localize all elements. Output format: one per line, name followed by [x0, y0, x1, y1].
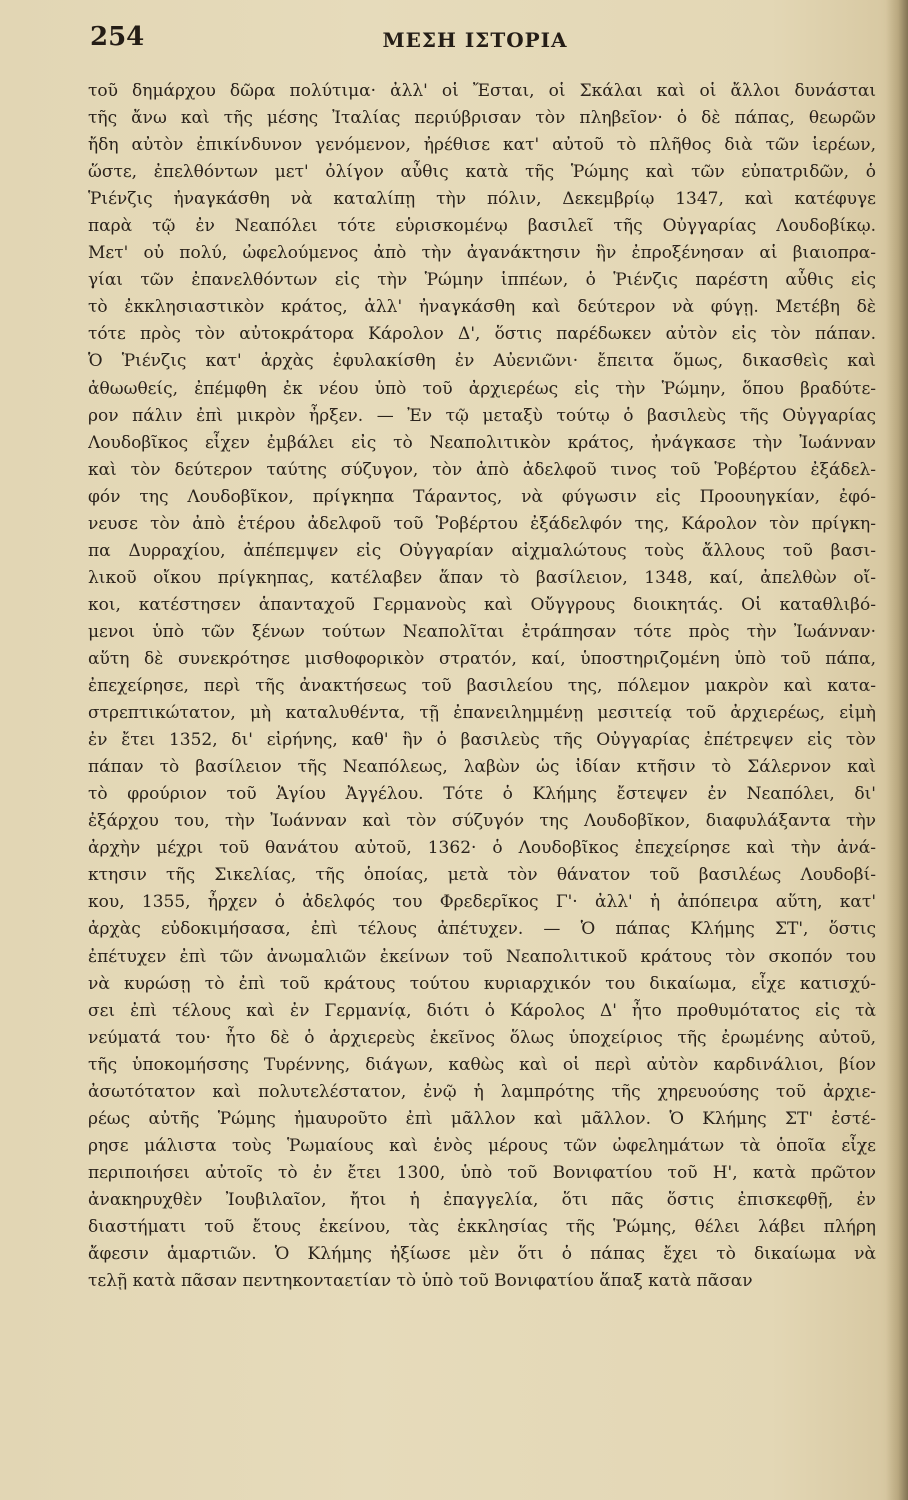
page-edge-shadow [886, 0, 908, 1500]
text-line: ἀρχὰς εὐδοκιμήσασα, ἐπὶ τέλους ἀπέτυχεν. — Ὁ πάπας Κλήμης ΣΤ', ὅστις [88, 919, 876, 940]
text-line: γίαι τῶν ἐπανελθόντων εἰς τὴν Ῥώμην ἱππέων, ὁ Ῥιένζις παρέστη αὖθις εἰς [88, 270, 876, 291]
text-line: Μετ' οὐ πολύ, ὠφελούμενος ἀπὸ τὴν ἀγανάκτησιν ἣν ἐπροξένησαν αἱ βιαιοπρα- [88, 243, 876, 264]
text-line: ἀσωτότατον καὶ πολυτελέστατον, ἐνῷ ἡ λαμπρότης τῆς χηρευούσης τοῦ ἀρχιε- [88, 1081, 876, 1102]
text-line: τὸ ἐκκλησιαστικὸν κράτος, ἀλλ' ἠναγκάσθη καὶ δεύτερον νὰ φύγῃ. Μετέβη δὲ [88, 297, 876, 318]
text-line: ἐπεχείρησε, περὶ τῆς ἀνακτήσεως τοῦ βασιλείου της, πόλεμον μακρὸν καὶ κατα- [88, 676, 876, 697]
text-line: νευσε τὸν ἀπὸ ἑτέρου ἀδελφοῦ τοῦ Ῥοβέρτου ἐξάδελφόν της, Κάρολον τὸν πρίγκη- [88, 513, 876, 534]
text-line: νεύματά του· ἦτο δὲ ὁ ἀρχιερεὺς ἐκεῖνος ὅλως ὑποχείριος τῆς ἐρωμένης αὐτοῦ, [88, 1027, 876, 1048]
text-line: ἐπέτυχεν ἐπὶ τῶν ἀνωμαλιῶν ἐκείνων τοῦ Νεαπολιτικοῦ κράτους τὸν σκοπόν του [88, 946, 876, 967]
text-line: τῆς ὑποκομήσσης Τυρέννης, διάγων, καθὼς καὶ οἱ περὶ αὐτὸν καρδινάλιοι, βίον [88, 1054, 876, 1075]
text-line: Ὁ Ῥιένζις κατ' ἀρχὰς ἐφυλακίσθη ἐν Αὐενιῶνι· ἔπειτα ὅμως, δικασθεὶς καὶ [88, 351, 876, 372]
text-line: μενοι ὑπὸ τῶν ξένων τούτων Νεαπολῖται ἐτράπησαν τότε πρὸς τὴν Ἰωάνναν· [88, 621, 876, 642]
text-line: ἄφεσιν ἁμαρτιῶν. Ὁ Κλήμης ἠξίωσε μὲν ὅτι ὁ πάπας ἔχει τὸ δικαίωμα νὰ [88, 1244, 876, 1265]
text-line: ρέως αὐτῆς Ῥώμης ἠμαυροῦτο ἐπὶ μᾶλλον καὶ μᾶλλον. Ὁ Κλήμης ΣΤ' ἐστέ- [88, 1108, 876, 1129]
text-line: ἐξάρχου του, τὴν Ἰωάνναν καὶ τὸν σύζυγόν της Λουδοβῖκον, διαφυλάξαντα τὴν [88, 811, 876, 832]
text-line: τότε πρὸς τὸν αὐτοκράτορα Κάρολον Δ', ὅστις παρέδωκεν αὐτὸν εἰς τὸν πάπαν. [88, 324, 876, 345]
text-line: αὕτη δὲ συνεκρότησε μισθοφορικὸν στρατόν, καί, ὑποστηριζομένη ὑπὸ τοῦ πάπα, [88, 648, 876, 669]
text-line: ἀνακηρυχθὲν Ἰουβιλαῖον, ἤτοι ἡ ἐπαγγελία, ὅτι πᾶς ὅστις ἐπισκεφθῇ, ἐν [88, 1189, 876, 1210]
text-line: Ῥιένζις ἠναγκάσθη νὰ καταλίπῃ τὴν πόλιν, Δεκεμβρίῳ 1347, καὶ κατέφυγε [88, 189, 876, 210]
text-line: φόν της Λουδοβῖκον, πρίγκηπα Τάραντος, νὰ φύγωσιν εἰς Προουηγκίαν, ἐφό- [88, 486, 876, 507]
text-line: στρεπτικώτατον, μὴ καταλυθέντα, τῇ ἐπανειλημμένῃ μεσιτείᾳ τοῦ ἀρχιερέως, εἰμὴ [88, 703, 876, 724]
text-line: τὸ φρούριον τοῦ Ἁγίου Ἀγγέλου. Τότε ὁ Κλήμης ἔστεψεν ἐν Νεαπόλει, δι' [88, 784, 876, 805]
text-line: Λουδοβῖκος εἶχεν ἐμβάλει εἰς τὸ Νεαπολιτικὸν κράτος, ἠνάγκασε τὴν Ἰωάνναν [88, 432, 876, 453]
running-title: ΜΕΣΗ ΙΣΤΟΡΙΑ [382, 28, 568, 52]
text-line: τελῇ κατὰ πᾶσαν πεντηκονταετίαν τὸ ὑπὸ τοῦ Βονιφατίου ἅπαξ κατὰ πᾶσαν [88, 1271, 753, 1292]
text-line: πα Δυρραχίου, ἀπέπεμψεν εἰς Οὐγγαρίαν αἰχμαλώτους τοὺς ἄλλους τοῦ βασι- [88, 540, 876, 561]
text-line: κοι, κατέστησεν ἁπανταχοῦ Γερμανοὺς καὶ Οὔγγρους διοικητάς. Οἱ καταθλιβό- [88, 594, 876, 615]
text-line: νὰ κυρώσῃ τὸ ἐπὶ τοῦ κράτους τούτου κυριαρχικόν του δικαίωμα, εἶχε κατισχύ- [88, 973, 876, 994]
text-line: ἀρχὴν μέχρι τοῦ θανάτου αὐτοῦ, 1362· ὁ Λουδοβῖκος ἐπεχείρησε καὶ τὴν ἀνά- [88, 838, 876, 859]
text-line: ἀθωωθείς, ἐπέμφθη ἐκ νέου ὑπὸ τοῦ ἀρχιερέως εἰς τὴν Ῥώμην, ὅπου βραδύτε- [88, 378, 876, 399]
text-line: λικοῦ οἴκου πρίγκηπας, κατέλαβεν ἅπαν τὸ βασίλειον, 1348, καί, ἀπελθὼν οἴ- [88, 567, 876, 588]
body-text [88, 78, 876, 1295]
text-line: ὥστε, ἐπελθόντων μετ' ὀλίγον αὖθις κατὰ τῆς Ῥώμης καὶ τῶν εὐπατριδῶν, ὁ [88, 162, 876, 183]
text-line: διαστήματι τοῦ ἔτους ἐκείνου, τὰς ἐκκλησίας τῆς Ῥώμης, θέλει λάβει πλήρη [88, 1216, 876, 1237]
text-line: πάπαν τὸ βασίλειον τῆς Νεαπόλεως, λαβὼν ὡς ἰδίαν κτῆσιν τὸ Σάλερνον καὶ [88, 757, 876, 778]
text-line: ρον πάλιν ἐπὶ μικρὸν ἦρξεν. — Ἐν τῷ μεταξὺ τούτῳ ὁ βασιλεὺς τῆς Οὐγγαρίας [88, 405, 876, 426]
text-line: τοῦ δημάρχου δῶρα πολύτιμα· ἀλλ' οἱ Ἔσται, οἱ Σκάλαι καὶ οἱ ἄλλοι δυνάσται [88, 81, 876, 101]
page-number: 254 [90, 22, 145, 52]
text-line: περιποιήσει αὐτοῖς τὸ ἐν ἔτει 1300, ὑπὸ τοῦ Βονιφατίου τοῦ Η', κατὰ πρῶτον [88, 1162, 876, 1183]
page-header [90, 20, 860, 60]
text-line: κτησιν τῆς Σικελίας, τῆς ὁποίας, μετὰ τὸν θάνατον τοῦ βασιλέως Λουδοβί- [88, 865, 876, 886]
text-line: παρὰ τῷ ἐν Νεαπόλει τότε εὑρισκομένῳ βασιλεῖ τῆς Οὐγγαρίας Λουδοβίκῳ. [88, 216, 876, 237]
text-line: κου, 1355, ἦρχεν ὁ ἀδελφός του Φρεδερῖκος Γ'· ἀλλ' ἡ ἀπόπειρα αὕτη, κατ' [88, 892, 876, 913]
text-line: ρησε μάλιστα τοὺς Ῥωμαίους καὶ ἑνὸς μέρους τῶν ὠφελημάτων τὰ ὁποῖα εἶχε [88, 1135, 876, 1156]
text-line: ἤδη αὐτὸν ἐπικίνδυνον γενόμενον, ἠρέθισε κατ' αὐτοῦ τὸ πλῆθος διὰ τῶν ἱερέων, [88, 135, 876, 156]
text-line: σει ἐπὶ τέλους καὶ ἐν Γερμανίᾳ, διότι ὁ Κάρολος Δ' ἦτο προθυμότατος εἰς τὰ [88, 1000, 876, 1021]
text-line: καὶ τὸν δεύτερον ταύτης σύζυγον, τὸν ἀπὸ ἀδελφοῦ τινος τοῦ Ῥοβέρτου ἐξάδελ- [88, 459, 876, 480]
text-line: τῆς ἄνω καὶ τῆς μέσης Ἰταλίας περιύβρισαν τὸν πληβεῖον· ὁ δὲ πάπας, θεωρῶν [88, 108, 876, 129]
text-line: ἐν ἔτει 1352, δι' εἰρήνης, καθ' ἣν ὁ βασιλεὺς τῆς Οὐγγαρίας ἐπέτρεψεν εἰς τὸν [88, 730, 876, 751]
